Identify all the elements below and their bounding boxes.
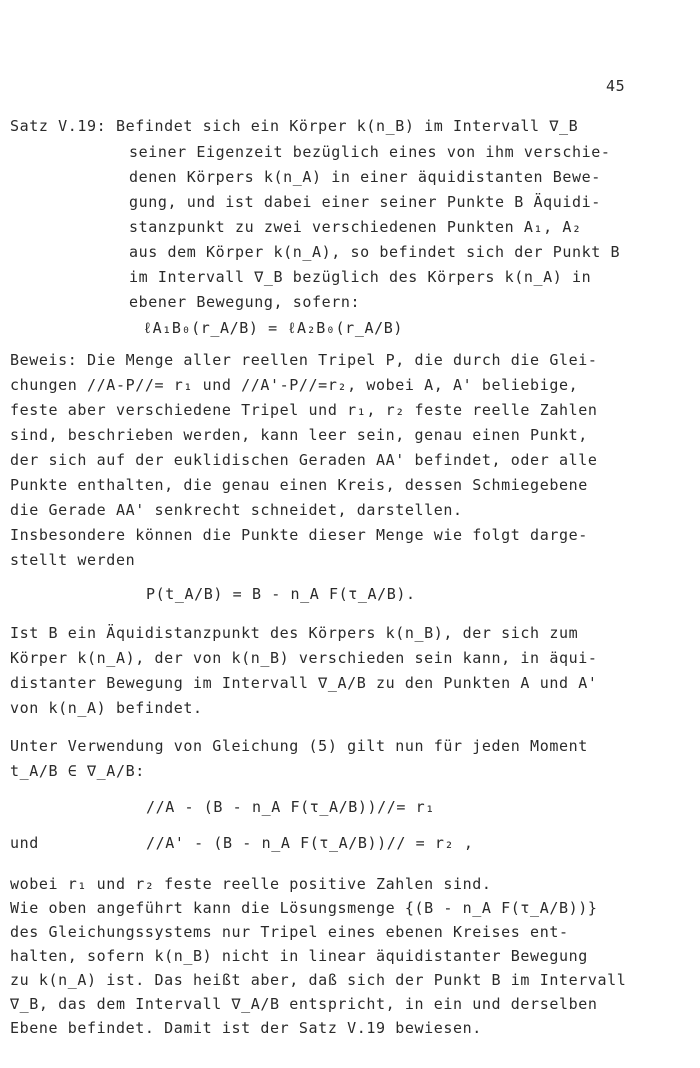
theorem-line-2: seiner Eigenzeit bezüglich eines von ihm verschie-	[129, 143, 611, 161]
equation-2: //A' - (B - n_A F(τ_A/B))// = r₂ ,	[146, 834, 474, 852]
para4-line-4: halten, sofern k(n_B) nicht in linear äquidistanter Bewegung	[10, 947, 588, 965]
theorem-formula: ℓA₁B₀(r_A/B) = ℓA₂B₀(r_A/B)	[143, 319, 403, 337]
para3-line-2: t_A/B ∈ ∇_A/B:	[10, 762, 145, 780]
proof-line-5: der sich auf der euklidischen Geraden AA' befindet, oder alle	[10, 451, 598, 469]
equation-connector: und	[10, 834, 39, 852]
para4-line-2: Wie oben angeführt kann die Lösungsmenge {(B - n_A F(τ_A/B))}	[10, 899, 598, 917]
para4-line-5: zu k(n_A) ist. Das heißt aber, daß sich der Punkt B im Intervall	[10, 971, 627, 989]
proof-line-4: sind, beschrieben werden, kann leer sein, genau einen Punkt,	[10, 426, 588, 444]
proof-line-3: feste aber verschiedene Tripel und r₁, r₂ feste reelle Zahlen	[10, 401, 598, 419]
theorem-line-3: denen Körpers k(n_A) in einer äquidistanten Bewe-	[129, 168, 601, 186]
theorem-line-5: stanzpunkt zu zwei verschiedenen Punkten A₁, A₂	[129, 218, 582, 236]
theorem-line-4: gung, und ist dabei einer seiner Punkte B Äquidi-	[129, 193, 601, 211]
theorem-line-7: im Intervall ∇_B bezüglich des Körpers k(n_A) in	[129, 268, 592, 286]
para3-line-1: Unter Verwendung von Gleichung (5) gilt nun für jeden Moment	[10, 737, 588, 755]
proof-line-8: Insbesondere können die Punkte dieser Menge wie folgt darge-	[10, 526, 588, 544]
proof-line-9: stellt werden	[10, 551, 136, 569]
equation-1: //A - (B - n_A F(τ_A/B))//= r₁	[146, 798, 435, 816]
proof-line-1: Beweis: Die Menge aller reellen Tripel P, die durch die Glei-	[10, 351, 598, 369]
theorem-line-6: aus dem Körper k(n_A), so befindet sich der Punkt B	[129, 243, 621, 261]
para2-line-1: Ist B ein Äquidistanzpunkt des Körpers k(n_B), der sich zum	[10, 624, 579, 642]
para2-line-4: von k(n_A) befindet.	[10, 699, 203, 717]
para4-line-3: des Gleichungssystems nur Tripel eines ebenen Kreises ent-	[10, 923, 569, 941]
para4-line-7: Ebene befindet. Damit ist der Satz V.19 bewiesen.	[10, 1019, 482, 1037]
page-number: 45	[606, 77, 626, 95]
theorem-line-1: Satz V.19: Befindet sich ein Körper k(n_B) im Intervall ∇_B	[10, 117, 579, 135]
para2-line-3: distanter Bewegung im Intervall ∇_A/B zu den Punkten A und A'	[10, 674, 598, 692]
proof-line-2: chungen //A-P//= r₁ und //A'-P//=r₂, wobei A, A' beliebige,	[10, 376, 579, 394]
proof-formula-p: P(t_A/B) = B - n_A F(τ_A/B).	[146, 585, 416, 603]
theorem-line-8: ebener Bewegung, sofern:	[129, 293, 361, 311]
proof-line-6: Punkte enthalten, die genau einen Kreis, dessen Schmiegebene	[10, 476, 588, 494]
para2-line-2: Körper k(n_A), der von k(n_B) verschieden sein kann, in äqui-	[10, 649, 598, 667]
proof-line-7: die Gerade AA' senkrecht schneidet, darstellen.	[10, 501, 463, 519]
para4-line-1: wobei r₁ und r₂ feste reelle positive Zahlen sind.	[10, 875, 492, 893]
para4-line-6: ∇_B, das dem Intervall ∇_A/B entspricht, in ein und derselben	[10, 995, 598, 1013]
